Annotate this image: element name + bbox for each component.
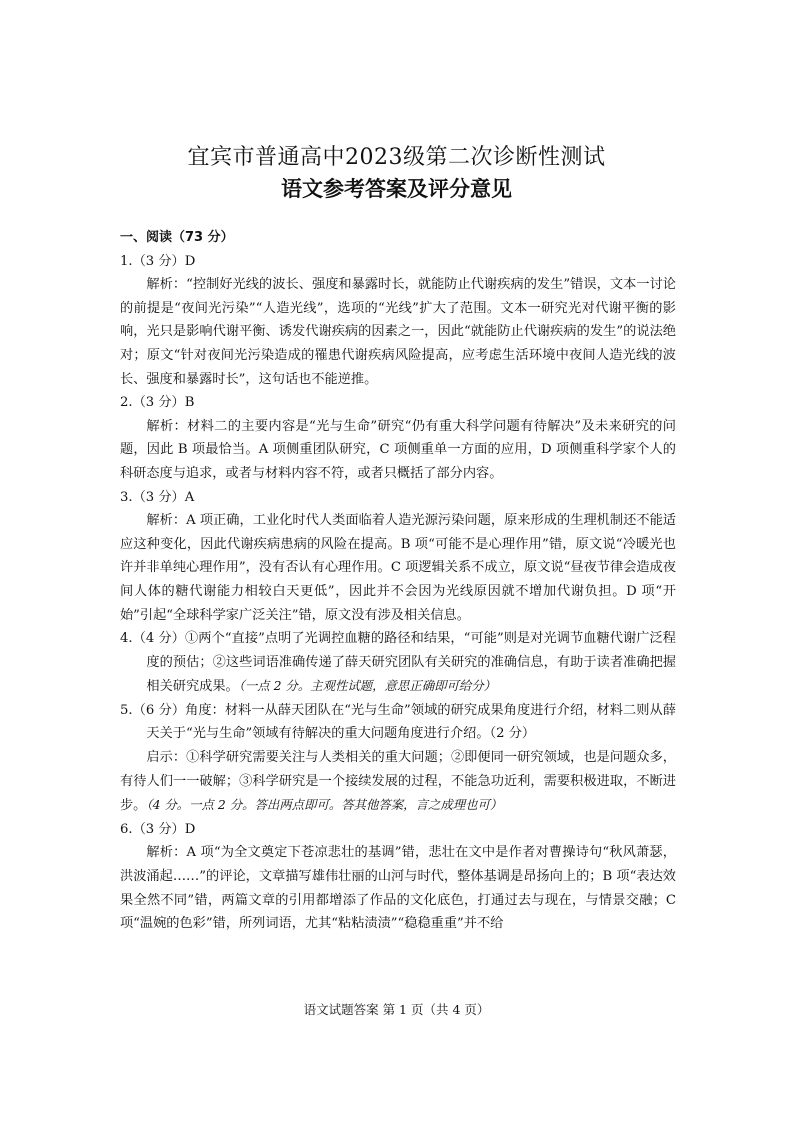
question-1-analysis: 解析：“控制好光线的波长、强度和暴露时长，就能防止代谢疾病的发生”错误，文本一讨论的前提是“夜间光污染”“人造光线”，选项的“光线”扩大了范围。文本一研究光对代谢平衡的影响，光只是影响代谢平衡、诱发代谢疾病的因素之一，因此“就能防止代谢疾病的发生”的说法绝对；原文“针对夜间光污染造成的罹患代谢疾病风险提高，应考虑生活环境中夜间人造光线的波长、强度和暴露时长”，这句话也不能逆推。 xyxy=(120,277,676,387)
question-2-analysis: 解析：材料二的主要内容是“光与生命”研究“仍有重大科学问题有待解决”及未来研究的问题，因此 B 项最恰当。A 项侧重团队研究，C 项侧重单一方面的应用，D 项侧重科学家个人的科研态度与追求，或者与材料内容不符，或者只概括了部分内容。 xyxy=(120,418,676,481)
question-4-text: 4.（4 分）①两个“直接”点明了光调控血糖的路径和结果，“可能”则是对光调节血糖代谢广泛程度的预估；②这些词语准确传递了薛天研究团队有关研究的准确信息，有助于读者准确把握相关研究成果。 xyxy=(120,631,676,695)
page-title: 宜宾市普通高中2023级第二次诊断性测试 xyxy=(187,145,606,170)
question-3-analysis: 解析：A 项正确，工业化时代人类面临着人造光源污染问题，原来形成的生理机制还不能适应这种变化，因此代谢疾病患病的风险在提高。B 项“可能不是心理作用”错，原文说“冷暖光也许并非单纯心理作用”，没有否认有心理作用。C 项逻辑关系不成立，原文说“昼夜节律会造成夜间人体的糖代谢能力相较白天更低”，因此并不会因为光线原因就不增加代谢负担。D 项“开始”引起“全球科学家广泛关注”错，原文没有涉及相关信息。 xyxy=(120,513,676,623)
question-2-header: 2.（3 分）B xyxy=(120,395,195,411)
question-5-scoring-note: （4 分。一点 2 分。答出两点即可。答其他答案，言之成理也可） xyxy=(146,797,503,813)
question-3-header: 3.（3 分）A xyxy=(120,489,195,505)
section-heading-reading: 一、阅读（73 分） xyxy=(120,230,234,245)
question-6-analysis: 解析：A 项“为全文奠定下苍凉悲壮的基调”错，悲壮在文中是作者对曹操诗句“秋风萧瑟，洪波涌起……”的评论，文章描写雄伟壮丽的山河与时代，整体基调是昂扬向上的；B 项“表达效果全然不同”错，两篇文章的引用都增添了作品的文化底色，打通过去与现在，与情景交融；C 项“温婉的色彩”错，所列词语，尤其“粘粘渍渍”“稳稳重重”并不给 xyxy=(120,845,676,932)
question-1-header: 1.（3 分）D xyxy=(120,253,196,269)
question-6-header: 6.（3 分）D xyxy=(120,821,196,837)
page-footer: 语文试题答案 第 1 页（共 4 页） xyxy=(303,1002,490,1017)
question-5-insight xyxy=(120,746,676,818)
question-4-scoring-note: （一点 2 分。主观性试题，意思正确即可给分） xyxy=(238,678,497,694)
question-5-insight-text: 启示：①科学研究需要关注与人类相关的重大问题；②即便同一研究领域，也是问题众多，有待人们一一破解；③科学研究是一个接续发展的过程，不能急功近利，需要积极进取，不断进步。 xyxy=(120,750,676,814)
question-5-answer: 5.（6 分）角度：材料一从薛天团队在“光与生命”领域的研究成果角度进行介绍，材料二则从薛天关于“光与生命”领域有待解决的重大问题角度进行介绍。（2 分） xyxy=(120,702,676,742)
page-subtitle: 语文参考答案及评分意见 xyxy=(281,177,512,201)
answer-content xyxy=(120,226,676,936)
question-4-answer xyxy=(120,627,676,699)
